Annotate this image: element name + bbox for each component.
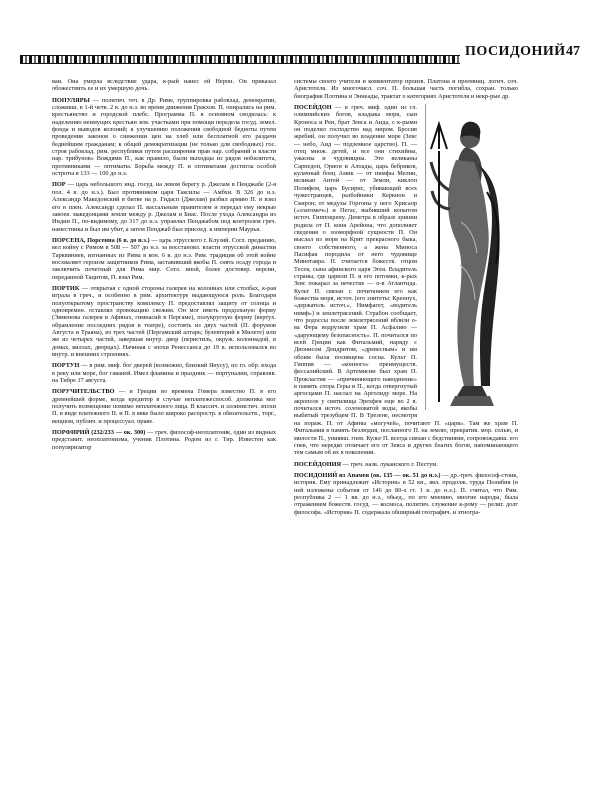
entry-por [52, 181, 276, 232]
headword: ПОР [52, 181, 66, 189]
entry-text: — греч. философ-неоплатоник, один из видных представит. неоплатонизма, ученик Плотина. Родом из г. Тир. Известен как популяризатор [52, 429, 276, 451]
headword: ПОРСЕНА, Порсенна (6 в. до н.э.) [52, 236, 150, 244]
entry-text: — в греч. миф. один из гл. олимпийских богов, владыка моря, сын Кроноса и Реи, брат Зевса и Аида, с к-рыми он поделил господство над миром. Бросив жребий, он получил во владение море (Зевс — небо, Аид — подземное царство). П. — отец множ. детей, и все они стихийны, ужасны и чудовищны. Это великаны Сарпедон, Орион и Алоады, царь бебриков, кулачный боец Амик — от нимфы Мелии, великан Антей — от Земли, киклоп Полифем, царь Бусирис, убивающий всех чужестранцев, разбойники Керкион и Скирон; от медузы Горгоны у него Хрисаор («златомеч») и Пегас, выбивший копытом источ. Гиппокрену. Деметра в образе эринии родила от П. коня Арейона, что дополняет сведения о зооморфной сущности П. Он выслал из моря на Крит прекрасного быка, своего собственного, а жена Миноса Пасифая породила от него чудовище Минотавра. П. считается божеств. отцом Тесея, сына афинского царя Эгея. Владитель страны, где царили П. и его потомки, к-рых Зевс покарал за нечестие — о-в Атлантида. Культ П. связан с почитанием его как божества моря, источ. (его эпитеты: Креннух, «держатель источ.», Нимфагет, «водитель нимф») и землетрясений. Страбон сообщает, что родоссы после землетрясений вблизи о-ва Фера водрузили храм П. Асфалию — «дарующему безопасность». П. почитался по всей Греции как Фитальмий, наряду с Дионисом Дендритом, «древесным» и им обоим была посвящена сосна. Культ П. Гиппия — «конного» преимуществ. фессалийский. В Артемисии был храм П. Прокластия — «причиняющего наводнение» в память спора Геры и П., когда отвергнутый аргосцами П. наслал на Арголиду море. На акрополе у святилища Эрехфея еще во 2 в. почитался источ. солоноватой воды, якобы выбитый трезубцем П. В Трезене, несмотря на пораж. П. от Афины «могучей», почитают П. «царя». Там же храм П. Фитальмия в память безлюдия, посланного П. на землю, прекратив. мор. солью, и милости П., униявш. гнев. Культ П. всегда связан с бедствиями, сопровождавш. его гнев, что нередко отличает его от Зевса и других благих богов, напоминающего тем самым об их в поколении. [294, 104, 518, 457]
entry-text: — царь небольшого инд. госуд. на левом берегу р. Джелам в Пенджабе (2-я пол. 4 в. до н.э.). Был противником царя Таксилы — Амбхи. В 326 до н.э. Александр Македонский в битве на р. Гидасп (Джелам) разбил армию П. и взял его в плен. Александр сделал П. вассальным правителем и передал ему некрые завоев. македонцами земли между р. Джелам и Биас. После ухода Александра из Индии П., по-видимому, до 317 до н.э. управлял Пенджабом под контролем греч. наместника и был им убит, а затем Пенджаб был присоед. к империи Маурья. [52, 181, 276, 233]
continuation-text-right: системы своего учителя и комментатор произв. Платона и преемниц. логич. соч. Аристотеля. Из многочисл. соч. П. большая часть погибла, сохран. только биография Плотина и Эннеады, трактат о категориях Аристотеля и некр-рые др. [294, 78, 518, 100]
continuation-text-left: ваи. Она умерла вследствие удара, к-рый нанес ей Нерон. Он приказал обожествить ее и их умершую дочь. [52, 78, 276, 93]
right-column [294, 78, 518, 520]
entry-text: — в рим. миф. бог дверей (возможно, близкий Янусу), по гл. обр. входа в реку или море, бог гаваней. Имел фламина и праздник — портуналии, справляв. на Тибре 17 августа. [52, 362, 276, 385]
headword: ПОРТИК [52, 284, 80, 292]
page-number: 47 [566, 44, 580, 59]
headword: ПОРУЧИТЕЛЬСТВО [52, 388, 115, 396]
headword: ПОСЕЙДОН [294, 104, 332, 112]
running-head: ПОСИДОНИЙ [465, 44, 566, 59]
entry-text: — царь этрусского г. Клузий. Согл. преданию, вел войну с Римом в 508 — 507 до н.э. за восстановл. власти этрусской династии Тарквиниев, изгнанных из Рима в кон. 6 в. до н.э. Рим. традиция об этой войне восхваляет героизм защитников Рима, заставивший якобы П. снять осаду города и заключить почетный для Рима мир. Согл. иной, более достовер. версии, переданной Тацитом, П. взял Рим. [52, 236, 276, 281]
entry-text: — др.-греч. философ-стоик, историк. Ему принадлежит «История» в 52 кн., явл. продолж. труда Полибия (в ней изложены события от 146 до 80-х гг. 1 в. до н.э.). П. считал, что Рим. республика 2 — 1 вв. до н.э., обьед., по его мнению, многие народы, была отражением божеств. госуд. — космоса, политич. служение к-рому — религ. долг философа. «История» П. содержала обширный географич. и этногра- [294, 471, 518, 516]
page-header [20, 44, 580, 72]
entry-text: — политич. теч. в Др. Риме, группировка рабовлад. демократии, сложивш. в 1-й четв. 2 в. до н.э. во время движения Гракхов. П. опирались на рим. крестьянство и городской плебс. Программа П. в основном сводилась: к наделению неимущих крестьян зем. участками при помощи передела госуд. земел. фонда и выводов колоний; к улучшению положения свободной бедноты путем проведения законов о снижении цен на хлеб или бесплатной его раздачи беднейшим гражданам; к общей демократизации (не только для свободных) гос. строя рабовлад. рим. республики путем расширения прав нар. собраний и власти нар. трибунов» Вождями П., как правило, были выходцы из рядов нобилитета, противниками — оптиматы. Борьба между П. и оптиматами достигла особой остроты в 133 — 100 до н.э. [52, 96, 276, 178]
poseidon-statue-icon [426, 104, 518, 410]
headword: ПОРФИРИЙ (232/233 — ок. 300) [52, 429, 146, 437]
entry-posidoniy [294, 472, 518, 516]
entry-porsena [52, 237, 276, 281]
entry-portik [52, 285, 276, 358]
decorative-ornament-band [20, 55, 460, 64]
entry-portun [52, 362, 276, 384]
headword: ПОРТУН [52, 362, 80, 370]
entry-porfiriy [52, 429, 276, 451]
entry-text: — греч. назв. луканского г. Пестум. [341, 460, 438, 468]
entry-poruchitelstvo [52, 388, 276, 425]
headword: ПОПУЛЯРЫ [52, 96, 90, 104]
left-column [52, 78, 276, 455]
entry-populyary [52, 97, 276, 178]
entry-poseidoniya [294, 461, 518, 468]
entry-text: — открытая с одной стороны галерея на колоннах или столбах, к-рая играла в греч., и особенно в рим. архитектуре выдающуюся роль. Благодаря полуоткрытому пространству комплексу П. предоставлял защиту от солнца и одновремен. оставлял провокацию свежим. Он мог иметь продольную форму (Эвменова галерея в Афинах, гимнасий в Пергаме), полукруглую форму (вертух. обрамление последних рядов в театре), состоять из двух частей (П. форумов Августа и Траяна), из трех частей (Пергамский алтарь; булевтерий в Милете) или же из четырех частей, завершая внутр. двор (перистиль, окруж. колоннадой, в домах, виллах, дворцах). Начиная с эпохи Ренессанса до 19 в. использовался во внутр. и внешних строениях. [52, 284, 276, 359]
entry-text: — в Греции во времена Гомера известно П. в его древнейшей форме, когда кредитор в случае неплатежеспособ. должника мог получить возмещение помимо неплатежного лица. В классич. и эллинистич. эпохи П. в виде платежного П. и П. в явке было широко распростр. в обязательств., торг., вещном, публич. и процессуал. праве. [52, 388, 276, 425]
headword: ПОСИДОНИЙ из Апамеи (ок. 135 — ок. 51 до н.э.) [294, 471, 441, 479]
headword: ПОСЕЙДОНИЯ [294, 460, 342, 468]
poseidon-statue-illustration [425, 104, 518, 410]
